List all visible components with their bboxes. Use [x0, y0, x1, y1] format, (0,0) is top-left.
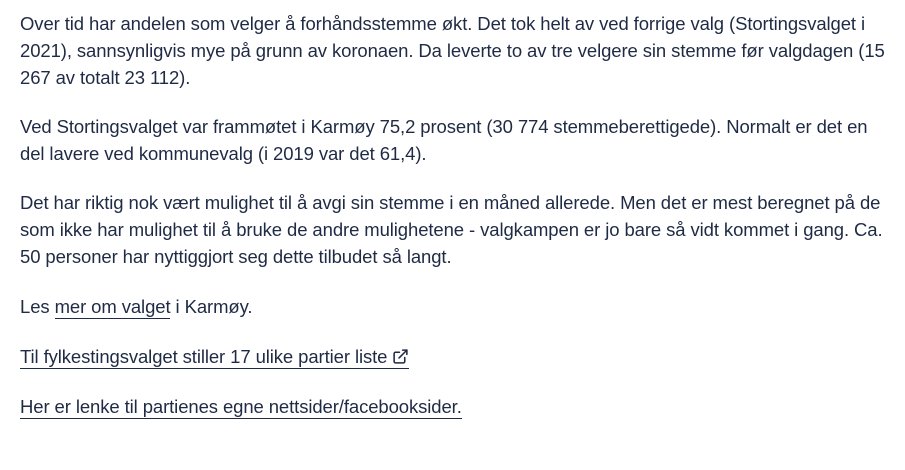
read-more-suffix: i Karmøy.: [170, 296, 253, 317]
paragraph-party-pages: [20, 393, 890, 420]
paragraph-read-more: [20, 293, 890, 320]
parties-list-link[interactable]: [20, 346, 409, 369]
external-link-icon: [392, 348, 409, 365]
paragraph-turnout: Ved Stortingsvalget var frammøtet i Karmøy 75,2 prosent (30 774 stemmeberettigede). Normalt er det en del lavere ved kommunevalg (i 2019 var det 61,4).: [20, 116, 868, 164]
parties-list-link-text: Til fylkestingsvalget stiller 17 ulike partier liste: [20, 346, 388, 367]
paragraph-early-voting: Over tid har andelen som velger å forhåndsstemme økt. Det tok helt av ved forrige valg (Stortingsvalget i 2021), sannsynligvis mye på grunn av koronaen. Da leverte to av tre velgere sin stemme før valgdagen (15 267 av totalt 23 112).: [20, 13, 885, 88]
party-pages-link[interactable]: Her er lenke til partienes egne nettsider/facebooksider.: [20, 396, 462, 417]
paragraph-voting-period: Det har riktig nok vært mulighet til å avgi sin stemme i en måned allerede. Men det er mest beregnet på de som ikke har mulighet til å bruke de andre mulighetene - valgkampen er jo bare så vidt kommet i gang. Ca. 50 personer har nyttiggjort seg dette tilbudet så langt.: [20, 192, 883, 267]
election-info-link[interactable]: mer om valget: [54, 296, 171, 317]
paragraph-parties-list: [20, 343, 890, 370]
read-more-prefix: Les: [20, 296, 55, 317]
